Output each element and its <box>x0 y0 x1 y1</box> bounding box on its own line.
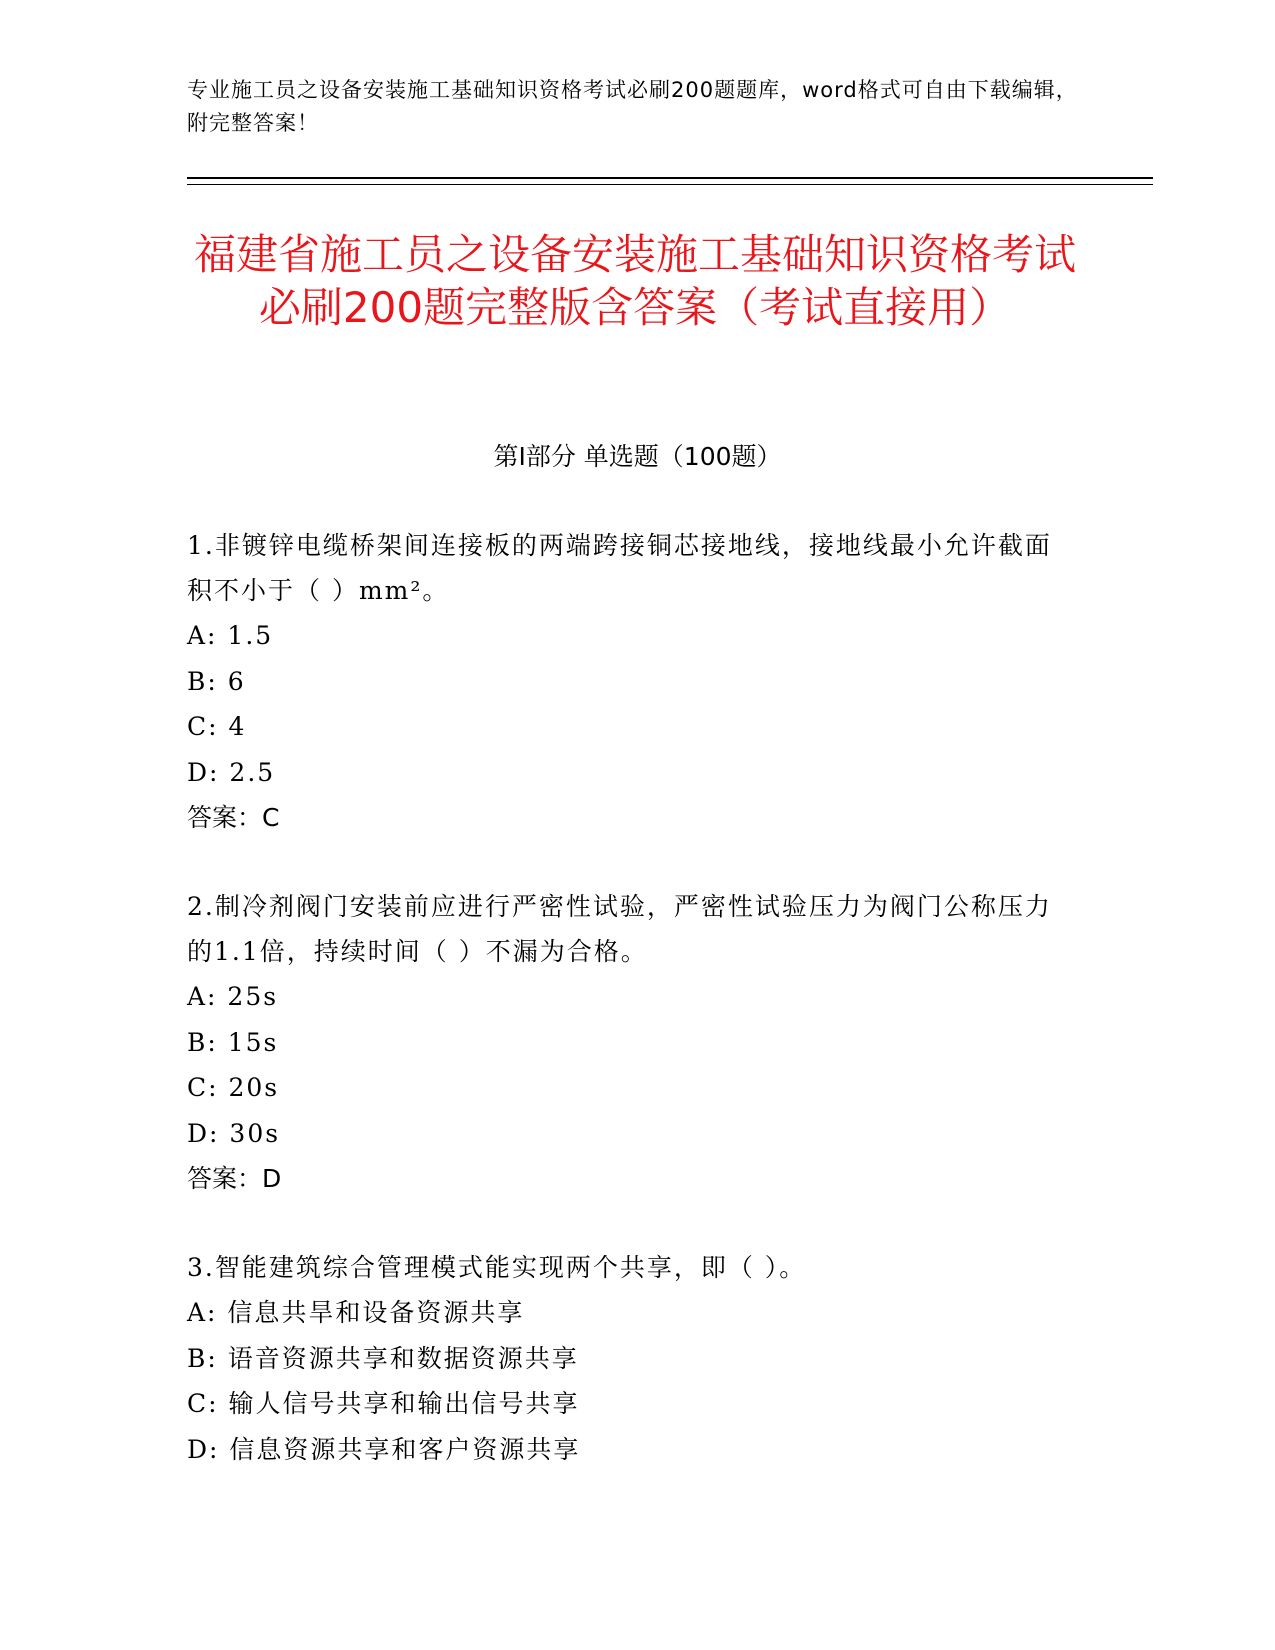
option-c: C: 20s <box>187 1073 280 1102</box>
section-heading: 第Ⅰ部分 单选题（100题） <box>493 442 782 471</box>
header-rule-thick <box>187 177 1153 179</box>
option-d: D: 信息资源共享和客户资源共享 <box>187 1434 581 1464</box>
option-d: D: 30s <box>187 1118 281 1148</box>
option-b: B: 语音资源共享和数据资源共享 <box>187 1343 579 1373</box>
option-a: A: 1.5 <box>187 621 274 650</box>
document-title: 福建省施工员之设备安装施工基础知识资格考试必刷200题完整版含答案（考试直接用） <box>193 230 1076 332</box>
question-stem: 3.智能建筑综合管理模式能实现两个共享，即（ ）。 <box>187 1253 807 1282</box>
answer-line: 答案：C <box>187 803 280 832</box>
question-stem: 1.非镀锌电缆桥架间连接板的两端跨接铜芯接地线，接地线最小允许截面积不小于（ ）mm²。 <box>187 531 1052 605</box>
header-note: 专业施工员之设备安装施工基础知识资格考试必刷200题题库，word格式可自由下载编辑，附完整答案！ <box>187 78 1078 135</box>
question-stem: 2.制冷剂阀门安装前应进行严密性试验，严密性试验压力为阀门公称压力的1.1倍，持续时间（ ）不漏为合格。 <box>187 892 1052 966</box>
option-b: B: 15s <box>187 1027 279 1057</box>
option-a: A: 25s <box>187 982 279 1011</box>
question-block <box>187 523 1067 841</box>
option-c: C: 输人信号共享和输出信号共享 <box>187 1389 580 1418</box>
option-a: A: 信息共旱和设备资源共享 <box>187 1298 525 1327</box>
header-rule-thin <box>187 184 1153 185</box>
answer-line: 答案：D <box>187 1164 282 1193</box>
option-c: C: 4 <box>187 712 247 741</box>
option-b: B: 6 <box>187 666 246 696</box>
question-block <box>187 884 1067 1202</box>
option-d: D: 2.5 <box>187 757 276 787</box>
question-block <box>187 1245 1067 1472</box>
